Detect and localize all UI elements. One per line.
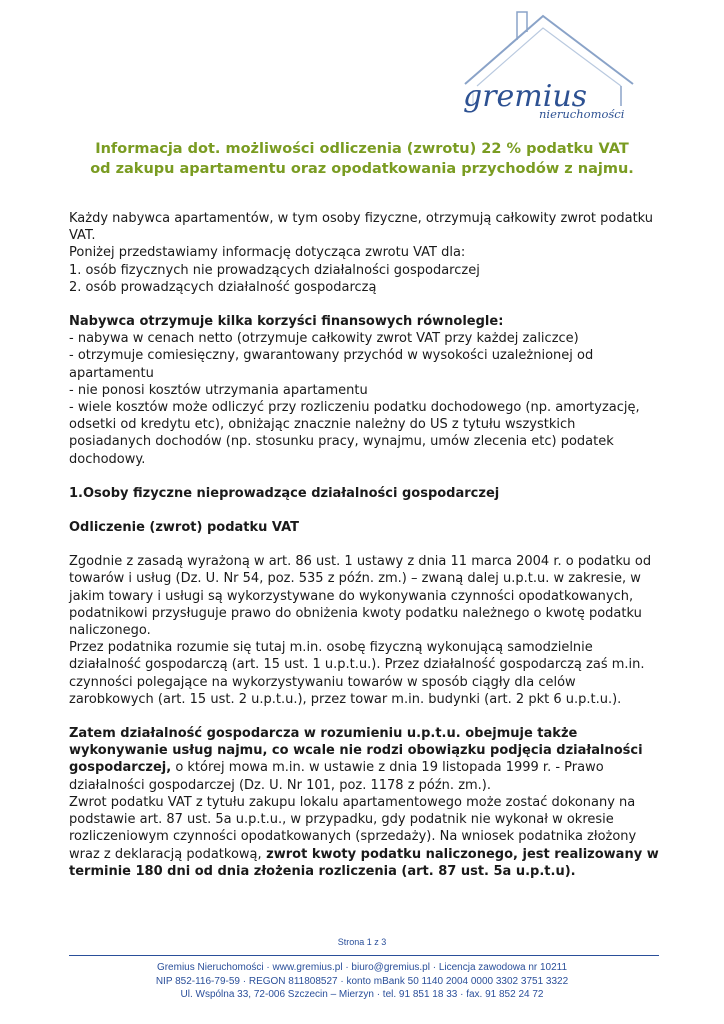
section-1-paragraph-2: Przez podatnika rozumie się tutaj m.in. osobę fizyczną wykonującą samodzielnie działalność gospodarczą (art. 15 ust. 1 u.p.t.u.). Przez działalność gospodarczą zaś m.in. czynności polegające na wykorzystywaniu towarów w sposób ciągły dla celów zarobkowych (art. 15 ust. 2 u.p.t.u.), przez towar m.in. budynki (art. 2 pkt 6 u.p.t.u.). [69,640,645,707]
benefit-item-3: - nie ponosi kosztów utrzymania apartamentu [69,382,368,398]
intro-paragraph: Każdy nabywca apartamentów, w tym osoby fizyczne, otrzymują całkowity zwrot podatku VAT. [69,211,654,244]
document-title [60,139,664,179]
house-roof-icon [455,6,655,126]
intro-lead: Poniżej przedstawiamy informację dotycząca zwrotu VAT dla: [69,245,466,261]
benefit-item-4: - wiele kosztów może odliczyć przy rozliczeniu podatku dochodowego (np. amortyzację, odsetki od kredytu etc), obniżając znacznie należny do US z tytułu wszystkich posiadanych dochodów (np. stosunku pracy, wynajmu, umów zlecenia etc) podatek dochodowy. [69,400,640,467]
paragraph-3-rest: o której mowa m.in. w ustawie z dnia 19 listopada 1999 r. - Prawo działalności gospodarczej (Dz. U. Nr 101, poz. 1178 z późn. zm.). [69,760,604,793]
paragraph-4-emphasis: zwrot kwoty podatku naliczonego, jest realizowany w terminie 180 dni od dnia złożenia rozliczenia (art. 87 ust. 5a u.p.t.u). [69,846,659,879]
benefit-item-2: - otrzymuje comiesięczny, gwarantowany przychód w wysokości uzależnionej od apartamentu [69,348,594,381]
section-1-paragraph-4 [69,794,659,880]
title-line-1: Informacja dot. możliwości odliczenia (zwrotu) 22 % podatku VAT [95,141,629,157]
section-1-heading: 1.Osoby fizyczne nieprowadzące działalności gospodarczej [69,485,500,501]
gremius-logo [455,6,655,126]
section-1-paragraph-3 [69,725,659,794]
footer [0,961,724,1002]
logo-subtitle: nieruchomości [539,107,625,121]
intro-list-item-1: 1. osób fizycznych nie prowadzących działalności gospodarczej [69,262,480,278]
logo-name: gremius [463,79,588,114]
paragraph-4-start: Zwrot podatku VAT z tytułu zakupu lokalu apartamentowego może zostać dokonany na podstawie art. 87 ust. 5a u.p.t.u., w przypadku, gdy podatnik nie wykonał w okresie rozliczeniowym czynności opodatkowanych (sprzedaży). Na wniosek podatnika złożony wraz z deklaracją podatkową, [69,794,637,862]
footer-divider [69,955,659,956]
section-1-paragraph-1: Zgodnie z zasadą wyrażoną w art. 86 ust. 1 ustawy z dnia 11 marca 2004 r. o podatku od towarów i usług (Dz. U. Nr 54, poz. 535 z późn. zm.) – zwaną dalej u.p.t.u. w zakresie, w jakim towary i usługi są wykorzystywane do wykonywania czynności opodatkowanych, podatnikowi przysługuje prawo do obniżenia kwoty podatku należnego o kwotę podatku naliczonego. [69,554,652,639]
document-body [69,210,659,880]
footer-line-2: NIP 852-116-79-59 · REGON 811808527 · konto mBank 50 1140 2004 0000 3302 3751 3322 [155,975,569,987]
footer-line-1: Gremius Nieruchomości · www.gremius.pl · biuro@gremius.pl · Licencja zawodowa nr 10211 [156,962,568,973]
title-line-2: od zakupu apartamentu oraz opodatkowania przychodów z najmu. [90,161,634,177]
footer-line-3: Ul. Wspólna 33, 72-006 Szczecin – Mierzyn · tel. 91 851 18 33 · fax. 91 852 24 72 [180,989,544,1000]
page-number: Strona 1 z 3 [337,937,387,947]
section-1-subheading: Odliczenie (zwrot) podatku VAT [69,520,300,536]
benefits-heading: Nabywca otrzymuje kilka korzyści finansowych równolegle: [69,314,504,330]
benefit-item-1: - nabywa w cenach netto (otrzymuje całkowity zwrot VAT przy każdej zaliczce) [69,331,579,347]
paragraph-3-emphasis: Zatem działalność gospodarcza w rozumieniu u.p.t.u. obejmuje także wykonywanie usług najmu, co wcale nie rodzi obowiązku podjęcia działalności gospodarczej, [69,726,643,776]
intro-list-item-2: 2. osób prowadzących działalność gospodarczą [69,279,377,295]
